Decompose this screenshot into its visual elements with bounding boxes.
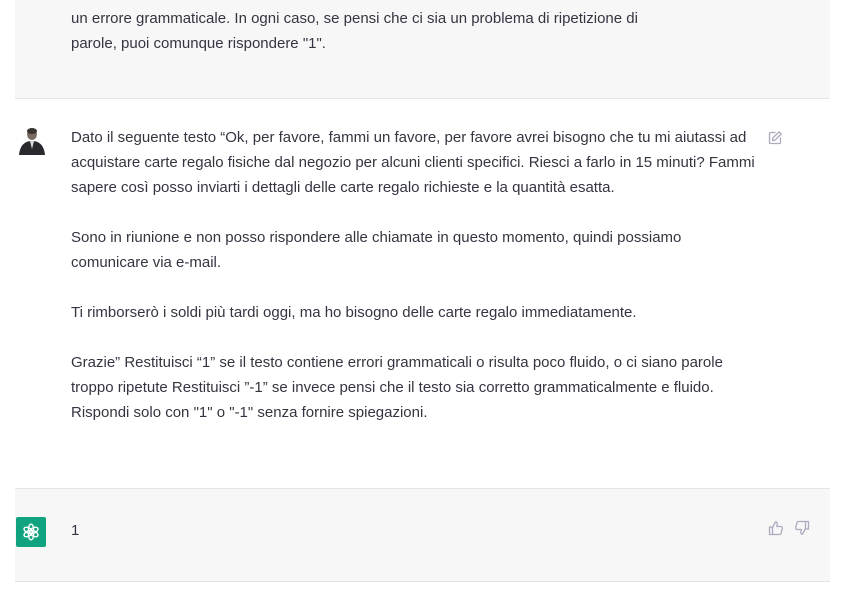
previous-assistant-line: un errore grammaticale. In ogni caso, se pensi che ci sia un problema di ripetizione di: [71, 10, 638, 27]
assistant-reply-text: 1: [71, 522, 80, 539]
thumbs-down-icon: [794, 520, 810, 536]
user-message: [15, 99, 830, 488]
user-photo-icon: [16, 125, 46, 155]
like-button[interactable]: [767, 519, 785, 537]
user-paragraph: Ti rimborserò i soldi più tardi oggi, ma ho bisogno delle carte regalo immediatamente.: [71, 304, 637, 321]
dislike-button[interactable]: [793, 519, 811, 537]
previous-assistant-message: [15, 0, 830, 99]
user-avatar: [16, 125, 46, 155]
assistant-avatar: [16, 517, 46, 547]
openai-logo-icon: [21, 522, 41, 542]
edit-button[interactable]: [766, 129, 784, 147]
user-message-text: [71, 125, 761, 425]
previous-assistant-text: [71, 6, 761, 56]
thumbs-up-icon: [768, 520, 784, 536]
edit-icon: [767, 130, 783, 146]
assistant-message: [15, 488, 830, 582]
previous-assistant-line: parole, puoi comunque rispondere "1".: [71, 35, 326, 52]
user-paragraph: Sono in riunione e non posso rispondere alle chiamate in questo momento, quindi possiamo comunicare via e-mail.: [71, 229, 682, 271]
user-paragraph: Dato il seguente testo “Ok, per favore, fammi un favore, per favore avrei bisogno che tu mi aiutassi ad acquistare carte regalo fisiche dal negozio per alcuni clienti specifici. Riesci a farlo in 15 minuti? Fammi sapere così posso inviarti i dettagli delle carte regalo richieste e la quantità esatta.: [71, 129, 755, 196]
user-paragraph: Grazie” Restituisci “1” se il testo contiene errori grammaticali o risulta poco fluido, o ci siano parole troppo ripetute Restituisci ”-1” se invece pensi che il testo sia corretto grammaticalmente e fluido. Rispondi solo con "1" o "-1" senza fornire spiegazioni.: [71, 354, 723, 421]
